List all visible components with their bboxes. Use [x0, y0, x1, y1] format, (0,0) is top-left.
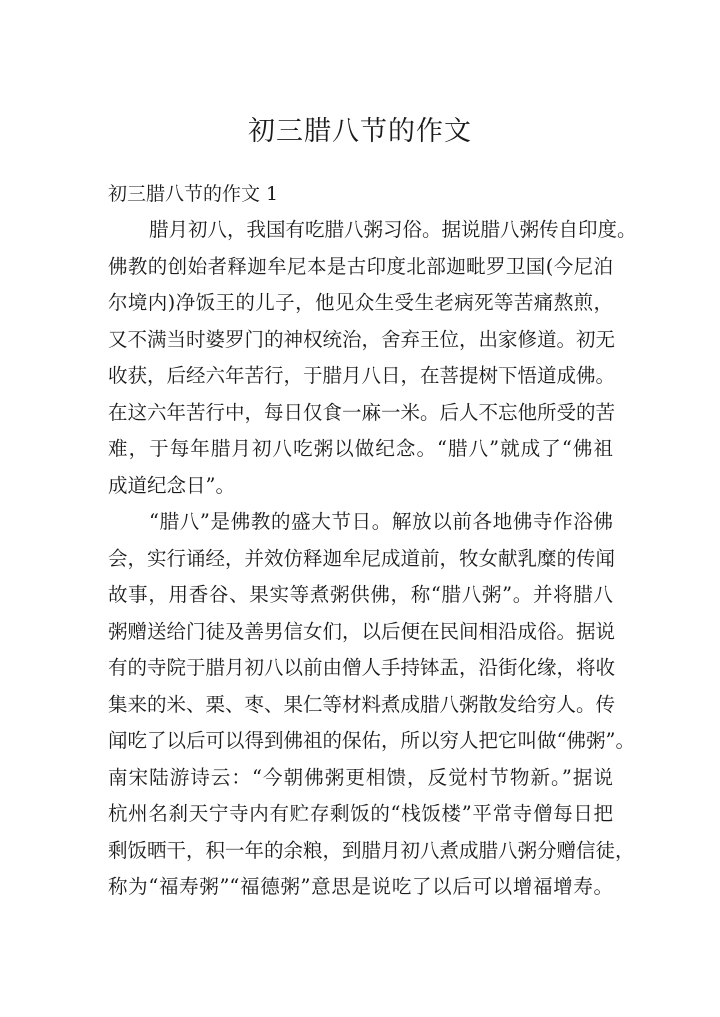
- text-line: 腊月初八，我国有吃腊八粥习俗。据说腊八粥传自印度。: [149, 218, 637, 241]
- section-heading: 初三腊八节的作文 1: [108, 183, 279, 205]
- text-line: 会，实行诵经，并效仿释迦牟尼成道前，牧女献乳糜的传闻: [108, 546, 616, 570]
- text-line: 粥赠送给门徒及善男信女们，以后便在民间相沿成俗。据说: [108, 619, 616, 643]
- text-line: 故事，用香谷、果实等煮粥供佛，称“腊八粥”。并将腊八: [108, 583, 613, 606]
- text-line: 杭州名刹天宁寺内有贮存剩饭的“栈饭楼”平常寺僧每日把: [108, 802, 613, 825]
- text-line: 有的寺院于腊月初八以前由僧人手持钵盂，沿街化缘，将收: [108, 656, 616, 679]
- text-line: 成道纪念日”。: [108, 473, 235, 497]
- text-line: “腊八”是佛教的盛大节日。解放以前各地佛寺作浴佛: [149, 510, 613, 533]
- text-line: 在这六年苦行中，每日仅食一麻一米。后人不忘他所受的苦: [108, 400, 616, 424]
- text-line: 称为“福寿粥”“福德粥”意思是说吃了以后可以增福增寿。: [108, 875, 613, 898]
- text-line: 又不满当时婆罗门的神权统治，舍弃王位，出家修道。初无: [108, 327, 616, 351]
- text-line: 闻吃了以后可以得到佛祖的保佑，所以穷人把它叫做“佛粥”。: [108, 729, 635, 752]
- document-body: [108, 212, 637, 906]
- text-line: 南宋陆游诗云：“今朝佛粥更相馈，反觉村节物新。”据说: [108, 765, 613, 789]
- text-line: 尔境内)净饭王的儿子，他见众生受生老病死等苦痛熬煎，: [108, 291, 613, 314]
- text-line: 剩饭晒干，积一年的余粮，到腊月初八煮成腊八粥分赠信徒，: [108, 838, 635, 862]
- document-title: 初三腊八节的作文: [248, 116, 472, 147]
- text-line: 佛教的创始者释迦牟尼本是古印度北部迦毗罗卫国(今尼泊: [108, 254, 613, 278]
- text-line: 难，于每年腊月初八吃粥以做纪念。“腊八”就成了“佛祖: [108, 437, 613, 460]
- text-line: 集来的米、栗、枣、果仁等材料煮成腊八粥散发给穷人。传: [108, 692, 616, 716]
- text-line: 收获，后经六年苦行，于腊月八日，在菩提树下悟道成佛。: [108, 364, 616, 387]
